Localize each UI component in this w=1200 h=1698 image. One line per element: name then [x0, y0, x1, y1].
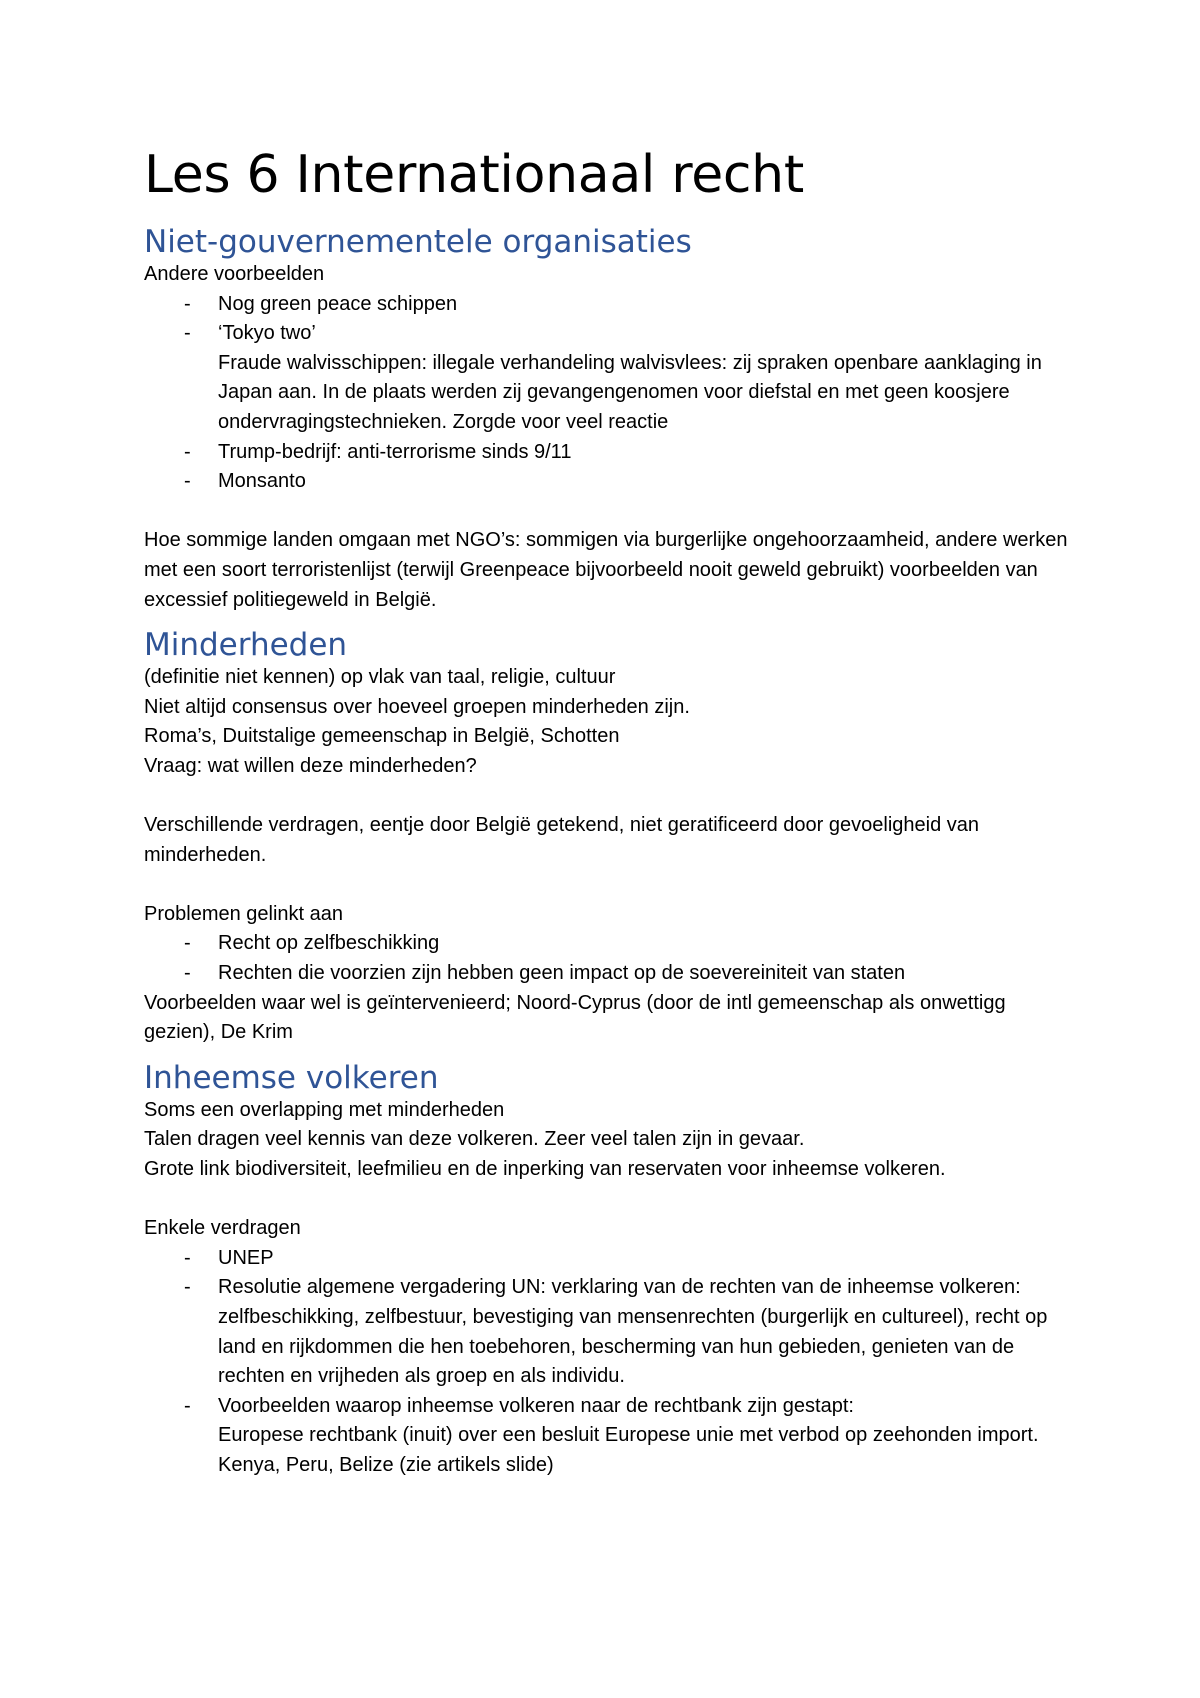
minderheden-intro: Problemen gelinkt aan — [144, 902, 344, 925]
list-item: - Trump-bedrijf: anti-terrorisme sinds 9/11 — [144, 438, 1074, 468]
list-item: - Monsanto — [144, 467, 1074, 497]
dash-bullet: - — [184, 1246, 191, 1269]
text-line: Soms een overlapping met minderheden — [144, 1098, 505, 1121]
dash-bullet: - — [184, 1276, 191, 1299]
ngo-intro: Andere voorbeelden — [144, 263, 325, 285]
heading-ngo: Niet-gouvernementele organisaties — [144, 224, 692, 260]
text-line: Roma’s, Duitstalige gemeenschap in België, Schotten — [144, 725, 620, 748]
heading-minderheden: Minderheden — [144, 627, 348, 664]
ngo-list — [144, 290, 1074, 497]
ngo-paragraph: Hoe sommige landen omgaan met NGO’s: sommigen via burgerlijke ongehoorzaamheid, andere werken met een soort terroristenlijst (terwijl Greenpeace bijvoorbeeld nooit geweld gebruikt) voorbeelden van excessief politiegeweld in België. — [144, 529, 1068, 611]
heading-inheemse-volkeren: Inheemse volkeren — [144, 1059, 439, 1096]
minderheden-paragraph: Verschillende verdragen, eentje door België getekend, niet geratificeerd door gevoeligheid van minderheden. — [144, 814, 980, 866]
inheemse-intro: Enkele verdragen — [144, 1217, 301, 1240]
dash-bullet: - — [184, 470, 191, 493]
list-item: - Nog green peace schippen — [144, 290, 1074, 320]
dash-bullet: - — [184, 292, 191, 315]
dash-bullet: - — [184, 962, 191, 985]
dash-bullet: - — [184, 932, 191, 955]
text-line: Vraag: wat willen deze minderheden? — [144, 754, 477, 777]
text-line: Grote link biodiversiteit, leefmilieu en de inperking van reservaten voor inheemse volkeren. — [144, 1158, 946, 1181]
list-item: - Rechten die voorzien zijn hebben geen impact op de soevereiniteit van staten — [144, 959, 1074, 989]
text-line: Talen dragen veel kennis van deze volkeren. Zeer veel talen zijn in gevaar. — [144, 1128, 805, 1151]
minderheden-list — [144, 929, 1074, 988]
dash-bullet: - — [184, 440, 191, 463]
document-body — [144, 140, 1074, 1481]
dash-bullet: - — [184, 322, 191, 345]
text-line: (definitie niet kennen) op vlak van taal, religie, cultuur — [144, 666, 616, 689]
text-line: Niet altijd consensus over hoeveel groepen minderheden zijn. — [144, 695, 690, 718]
list-item: - Resolutie algemene vergadering UN: verklaring van de rechten van de inheemse volkeren: zelfbeschikking, zelfbestuur, bevestiging van mensenrechten (burgerlijk en cultureel), recht op land en rijkdommen die hen toebehoren, bescherming van hun gebieden, genieten van de rechten en vrijheden als groep en als individu. — [144, 1273, 1074, 1391]
inheemse-list — [144, 1244, 1074, 1481]
list-item: - ‘Tokyo two’ Fraude walvisschippen: illegale verhandeling walvisvlees: zij spraken openbare aanklaging in Japan aan. In de plaats werden zij gevangengenomen voor diefstal en met geen koosjere ondervragingstechnieken. Zorgde voor veel reactie — [144, 319, 1074, 437]
list-item: - Voorbeelden waarop inheemse volkeren naar de rechtbank zijn gestapt: Europese rechtbank (inuit) over een besluit Europese unie met verbod op zeehonden import. Kenya, Peru, Belize (zie artikels slide) — [144, 1392, 1074, 1481]
list-item: - Recht op zelfbeschikking — [144, 929, 1074, 959]
dash-bullet: - — [184, 1394, 191, 1417]
minderheden-closing: Voorbeelden waar wel is geïntervenieerd; Noord-Cyprus (door de intl gemeenschap als onwettigg gezien), De Krim — [144, 991, 1006, 1044]
list-item: - UNEP — [144, 1244, 1074, 1274]
page-title: Les 6 Internationaal recht — [144, 145, 804, 205]
